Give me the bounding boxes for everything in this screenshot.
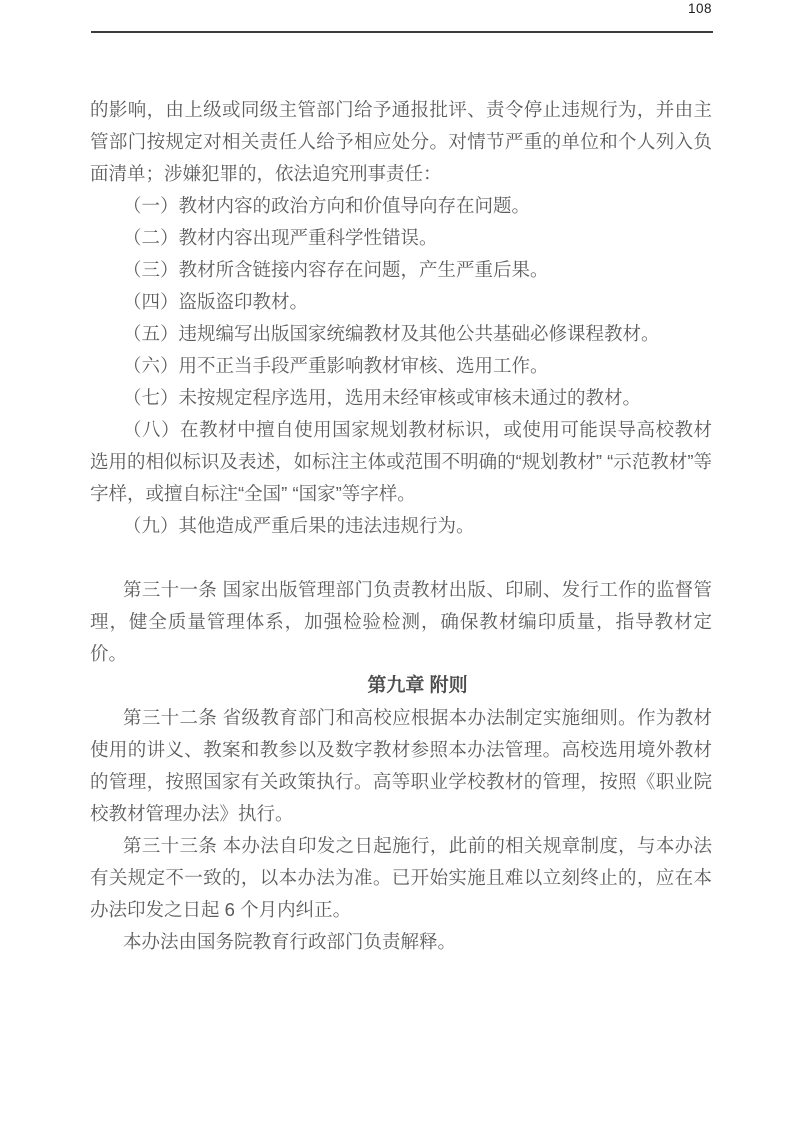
- article-33-paragraph: 第三十三条 本办法自印发之日起施行，此前的相关规章制度，与本办法有关规定不一致的，以本办法为准。已开始实施且难以立刻终止的，应在本办法印发之日起 6 个月内纠正。: [90, 835, 712, 920]
- list-item-8: （八）在教材中擅自使用国家规划教材标识，或使用可能误导高校教材选用的相似标识及表述，如标注主体或范围不明确的“规划教材” “示范教材”等字样，或擅自标注“全国” “国家”等字样。: [90, 419, 712, 504]
- list-item-5: （五）违规编写出版国家统编教材及其他公共基础必修课程教材。: [123, 323, 660, 344]
- page-number: 108: [687, 1, 712, 16]
- list-item-6: （六）用不正当手段严重影响教材审核、选用工作。: [123, 355, 549, 376]
- intro-paragraph: 的影响，由上级或同级主管部门给予通报批评、责令停止违规行为，并由主管部门按规定对相关责任人给予相应处分。对情节严重的单位和个人列入负面清单；涉嫌犯罪的，依法追究刑事责任：: [90, 99, 712, 184]
- paragraph-spacer: [90, 542, 712, 574]
- list-item-4: （四）盗版盗印教材。: [123, 291, 309, 312]
- header-rule: [91, 31, 713, 33]
- list-item-1: （一）教材内容的政治方向和价值导向存在问题。: [123, 195, 531, 216]
- article-32-paragraph: 第三十二条 省级教育部门和高校应根据本办法制定实施细则。作为教材使用的讲义、教案和教参以及数字教材参照本办法管理。高校选用境外教材的管理，按照国家有关政策执行。高等职业学校教材的管理，按照《职业院校教材管理办法》执行。: [90, 707, 712, 824]
- list-item-9: （九）其他造成严重后果的违法违规行为。: [123, 515, 475, 536]
- article-31-paragraph: 第三十一条 国家出版管理部门负责教材出版、印刷、发行工作的监督管理，健全质量管理体系，加强检验检测，确保教材编印质量，指导教材定价。: [90, 579, 712, 664]
- closing-paragraph: 本办法由国务院教育行政部门负责解释。: [123, 931, 457, 952]
- document-body: [90, 94, 712, 958]
- list-item-7: （七）未按规定程序选用，选用未经审核或审核未通过的教材。: [123, 387, 642, 408]
- list-item-2: （二）教材内容出现严重科学性错误。: [123, 227, 438, 248]
- chapter-heading: 第九章 附则: [367, 675, 468, 696]
- list-item-3: （三）教材所含链接内容存在问题，产生严重后果。: [123, 259, 549, 280]
